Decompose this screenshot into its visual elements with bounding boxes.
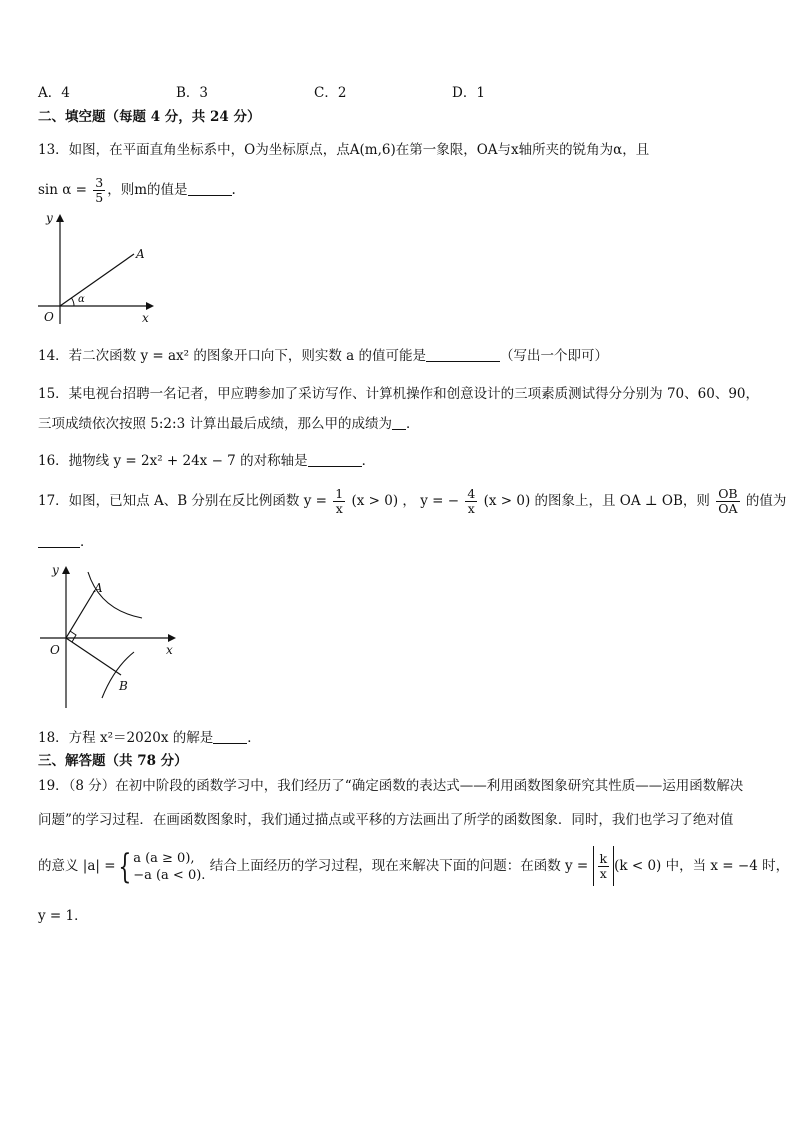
question-17-line2	[38, 532, 94, 552]
question-13-line1: 13．如图，在平面直角坐标系中，O为坐标原点，点A(m,6)在第一象限，OA与x轴所夹的锐角为α，且	[38, 142, 650, 158]
label-x: x	[142, 311, 149, 325]
question-18-end: ．	[247, 730, 261, 746]
x-axis-arrow	[168, 634, 176, 642]
label-a: A	[136, 247, 145, 261]
option-a: A．4	[38, 85, 70, 101]
y-axis-arrow	[62, 566, 70, 574]
option-c: C．2	[314, 85, 347, 101]
curve-y-neg4-over-x	[102, 652, 134, 698]
sin-expression: sin α =	[38, 182, 87, 198]
question-19-line4: y = 1．	[38, 908, 88, 924]
question-13-end: .	[231, 182, 236, 198]
label-b: B	[119, 679, 128, 693]
question-17-end: ．	[80, 534, 94, 550]
answer-options	[38, 83, 485, 103]
left-brace-icon: {	[117, 846, 131, 887]
section-heading-solve: 三、解答题（共 78 分）	[38, 753, 188, 769]
answer-blank-18	[213, 729, 247, 744]
segment-ob	[66, 638, 121, 675]
question-17-part4: 的值为	[745, 493, 787, 509]
question-14	[38, 346, 608, 366]
question-16-end: ．	[361, 453, 376, 469]
case-nonneg: a (a ≥ 0),	[133, 850, 195, 866]
label-o: O	[50, 643, 60, 657]
figure-13-coordinate-diagram	[34, 208, 164, 328]
fraction-4-x: $\frac{4}{x}$	[467, 486, 476, 516]
question-13-suffix: ，则m的值是	[107, 182, 188, 198]
option-d: D．1	[452, 85, 485, 101]
question-15-line2	[38, 414, 419, 434]
question-13-line2	[38, 172, 236, 208]
question-17-part2: (x > 0) ， y = −	[351, 493, 460, 509]
answer-blank-14	[426, 347, 500, 362]
answer-blank-17	[38, 533, 80, 548]
question-15-line1: 15．某电视台招聘一名记者，甲应聘参加了采访写作、计算机操作和创意设计的三项素质测试得分分别为 70、60、90，	[38, 386, 760, 402]
question-19-tail: (k < 0) 中，当 x = −4 时，	[614, 858, 790, 874]
answer-blank-13	[188, 181, 232, 196]
figure-17-inverse-function-diagram	[34, 560, 184, 710]
ray-oa	[60, 254, 134, 306]
label-x: x	[166, 643, 173, 657]
label-alpha: α	[78, 294, 85, 305]
question-17-line1	[38, 483, 786, 519]
abs-definition: 的意义 |a| =	[38, 858, 116, 874]
question-15-text: 三项成绩依次按照 5:2:3 计算出最后成绩，那么甲的成绩为	[38, 416, 392, 432]
question-16-text: 16．抛物线 y = 2x² + 24x − 7 的对称轴是	[38, 453, 308, 469]
right-angle-mark	[70, 631, 76, 642]
question-15-end: ．	[405, 416, 420, 432]
question-19-line1: 19．（8 分）在初中阶段的函数学习中，我们经历了“确定函数的表达式——利用函数图象研究其性质——运用函数解决	[38, 778, 744, 794]
label-a: A	[94, 581, 103, 595]
question-18-text: 18．方程 x²＝2020x 的解是	[38, 730, 214, 746]
question-18	[38, 728, 261, 748]
option-b: B．3	[176, 85, 209, 101]
label-y: y	[52, 563, 59, 577]
y-axis-arrow	[56, 214, 64, 222]
x-axis-arrow	[146, 302, 154, 310]
fraction-3-5: $\frac{3}{5}$	[95, 175, 104, 205]
label-o: O	[44, 310, 54, 324]
label-y: y	[46, 211, 53, 225]
fraction-1-x: $\frac{1}{x}$	[335, 486, 344, 516]
curve-y-1-over-x	[88, 572, 142, 618]
abs-fraction-k-x: $\frac{k}{x}$	[593, 846, 615, 886]
question-19-line2: 问题”的学习过程．在画函数图象时，我们通过描点或平移的方法画出了所学的函数图象．同时，我们也学习了绝对值	[38, 812, 734, 828]
question-19-middle: 结合上面经历的学习过程，现在来解决下面的问题：在函数 y =	[209, 858, 589, 874]
question-17-part3: (x > 0) 的图象上，且 OA ⊥ OB，则	[483, 493, 710, 509]
case-neg: −a (a < 0).	[133, 867, 206, 883]
angle-arc	[72, 298, 75, 306]
abs-cases	[133, 850, 205, 884]
answer-blank-16	[308, 452, 362, 467]
section-heading-fill-blank: 二、填空题（每题 4 分，共 24 分）	[38, 109, 261, 125]
question-14-text: 14．若二次函数 y = ax² 的图象开口向下，则实数 a 的值可能是	[38, 348, 426, 364]
question-14-tail: （写出一个即可）	[500, 348, 608, 364]
fraction-ob-oa: $\frac{OB}{OA}$	[718, 486, 738, 516]
question-19-line3	[38, 846, 789, 886]
question-16	[38, 451, 375, 471]
question-17-part1: 17．如图，已知点 A、B 分别在反比例函数 y =	[38, 493, 327, 509]
answer-blank-15	[392, 415, 406, 430]
